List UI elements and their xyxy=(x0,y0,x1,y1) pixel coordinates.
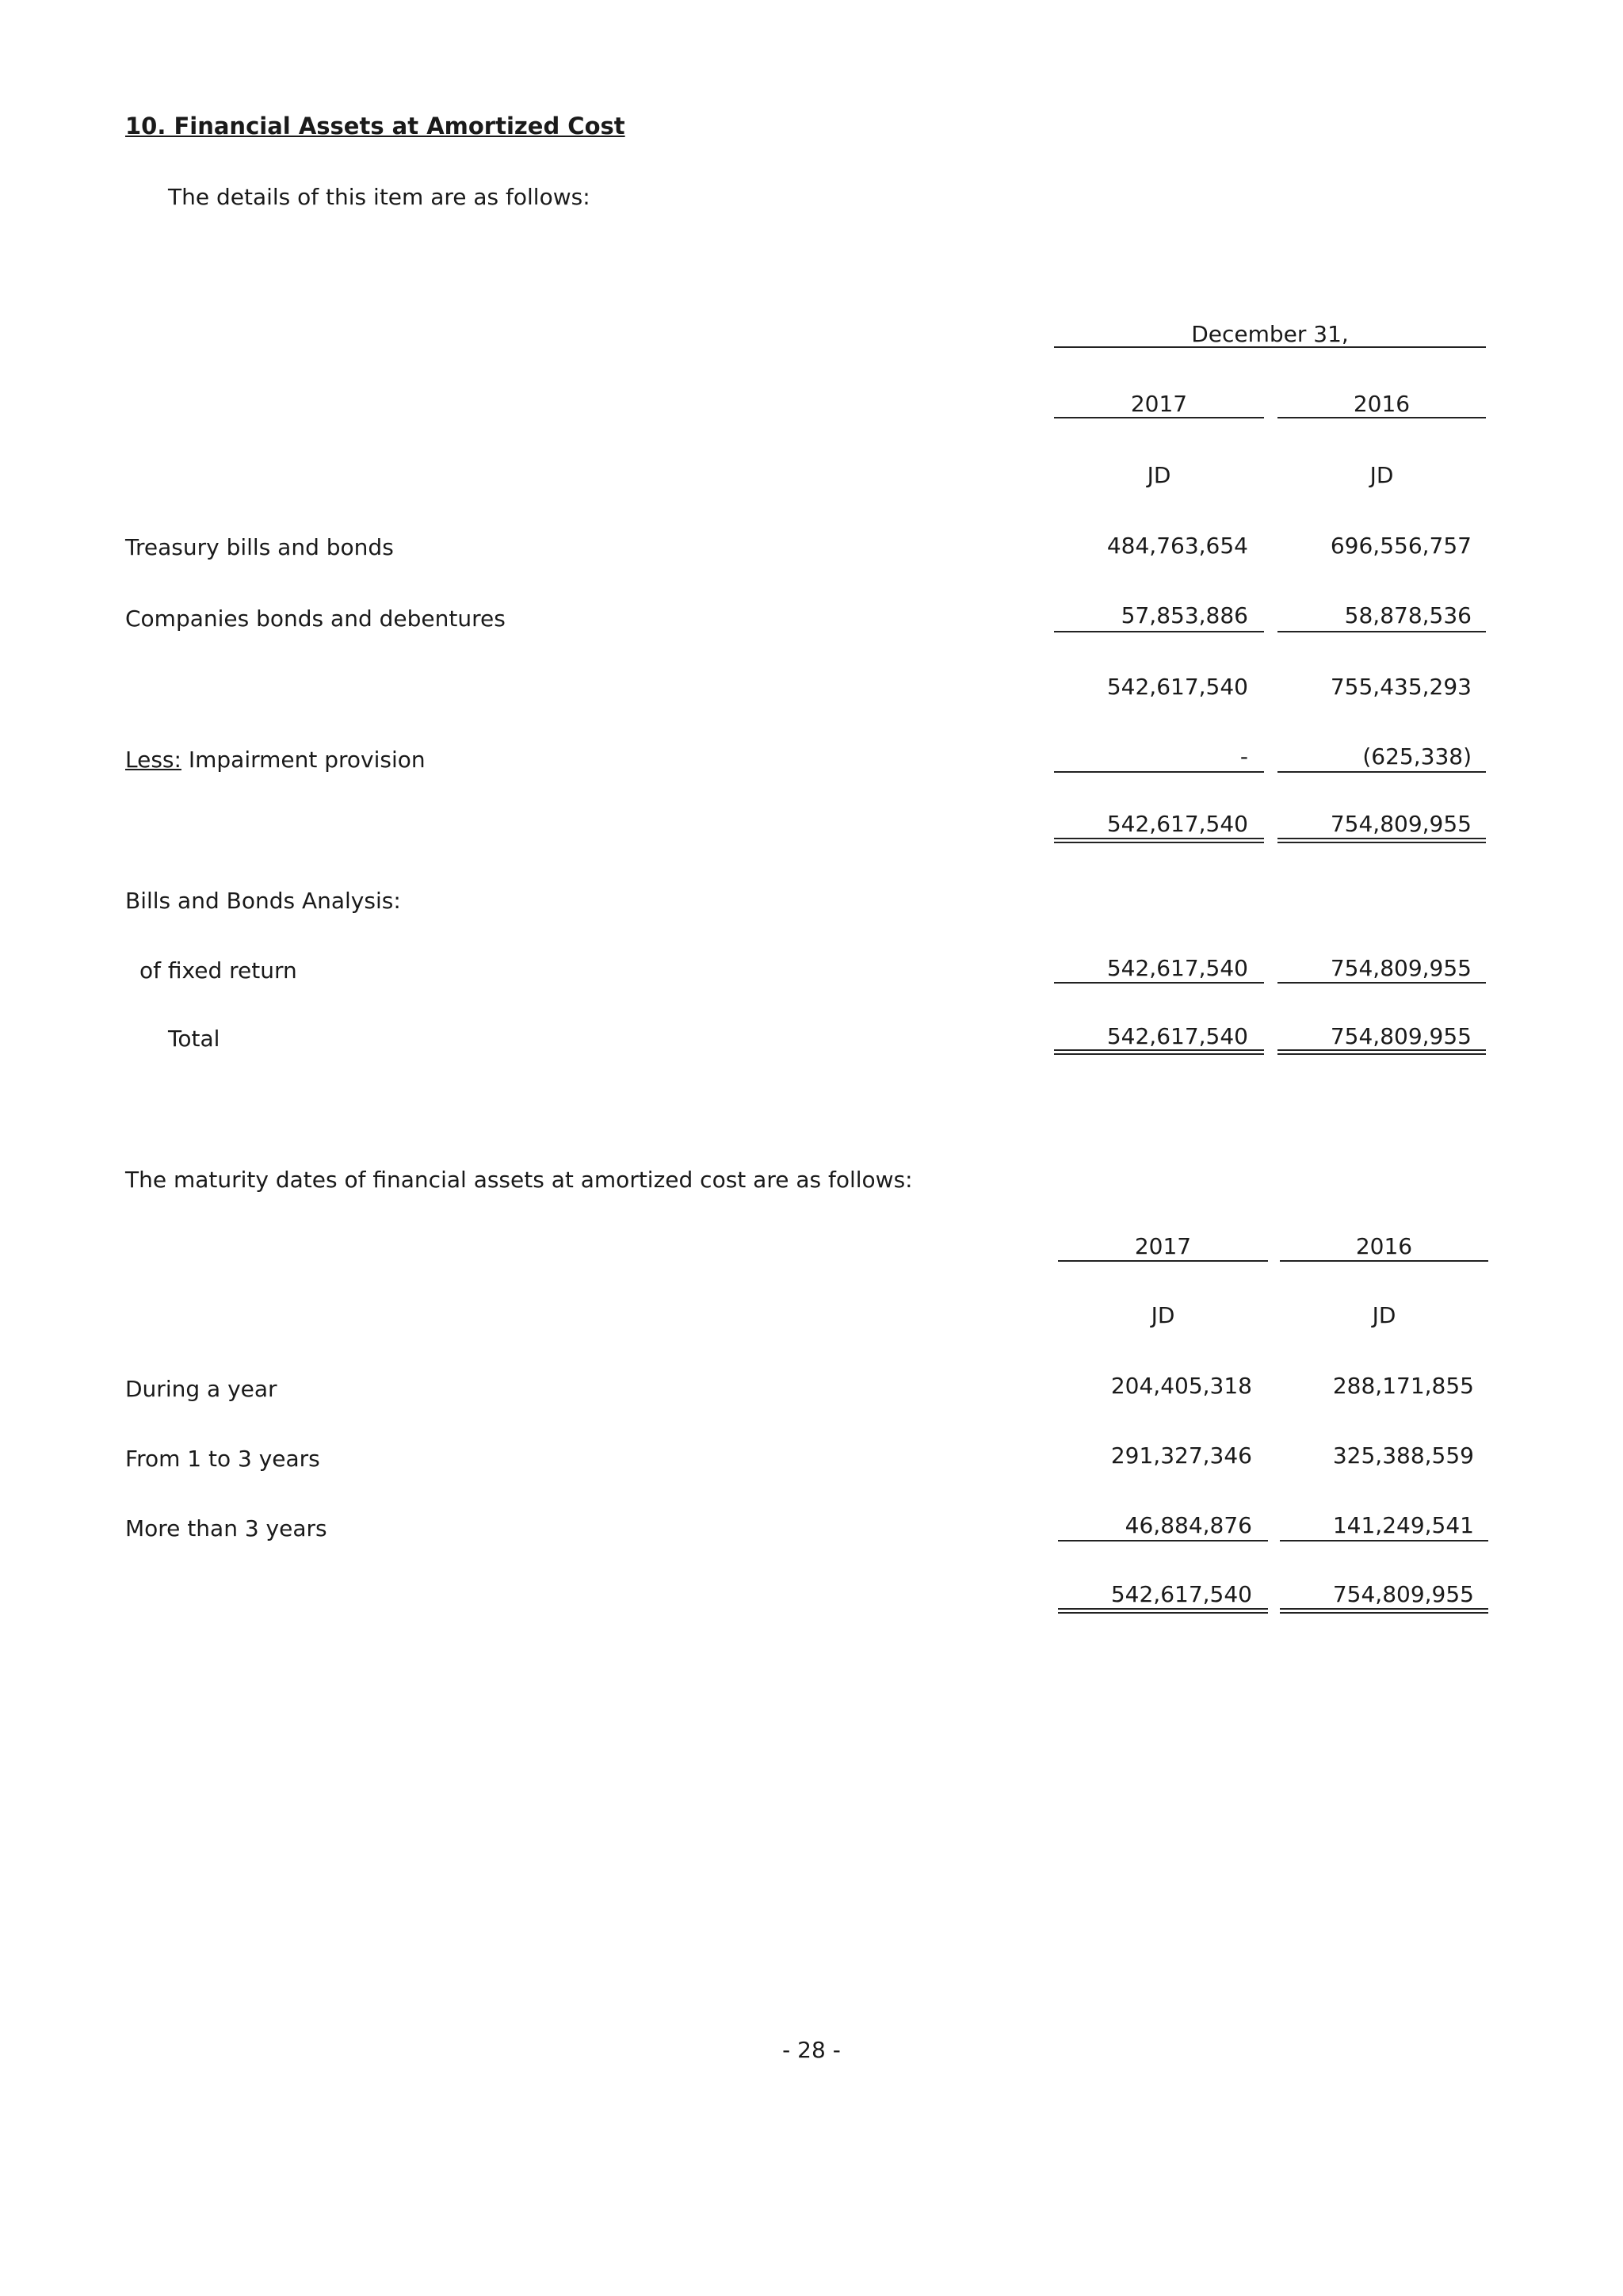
row-value-total-2016: 754,809,955 xyxy=(1330,1023,1472,1049)
maturity-total-double-rule-2016 xyxy=(1280,1608,1488,1614)
subtotal-value-2016: 755,435,293 xyxy=(1330,674,1472,700)
impairment-label: Impairment provision xyxy=(181,747,426,773)
period-header: December 31, xyxy=(1191,321,1349,347)
maturity-total-double-rule-2017 xyxy=(1058,1608,1268,1614)
analysis-heading: Bills and Bonds Analysis: xyxy=(125,888,401,914)
row-label-impairment xyxy=(125,747,426,773)
row-label-treasury: Treasury bills and bonds xyxy=(125,534,394,560)
row-label-total: Total xyxy=(168,1026,220,1052)
row-value-more-than-3-years-2016: 141,249,541 xyxy=(1332,1512,1474,1538)
net-total-double-rule-2016 xyxy=(1277,838,1486,843)
section-intro: The details of this item are as follows: xyxy=(168,184,590,210)
maturity-subtotal-rule-2016 xyxy=(1280,1540,1488,1541)
subtotal-rule-2016 xyxy=(1277,631,1486,632)
maturity-year-rule-2016 xyxy=(1280,1260,1488,1262)
maturity-year-2017: 2017 xyxy=(1134,1233,1192,1259)
currency-2016: JD xyxy=(1369,462,1394,488)
maturity-year-rule-2017 xyxy=(1058,1260,1268,1262)
maturity-total-value-2016: 754,809,955 xyxy=(1332,1581,1474,1607)
impairment-rule-2017 xyxy=(1054,771,1264,773)
maturity-currency-2017: JD xyxy=(1151,1302,1175,1328)
row-value-during-year-2016: 288,171,855 xyxy=(1332,1373,1474,1399)
row-value-fixed-return-2016: 754,809,955 xyxy=(1330,955,1472,981)
period-header-rule xyxy=(1054,346,1486,348)
row-value-treasury-2016: 696,556,757 xyxy=(1330,533,1472,559)
row-value-1-to-3-years-2016: 325,388,559 xyxy=(1332,1442,1474,1469)
year-rule-2016 xyxy=(1277,417,1486,418)
maturity-year-2016: 2016 xyxy=(1355,1233,1413,1259)
net-total-value-2017: 542,617,540 xyxy=(1106,811,1248,837)
impairment-rule-2016 xyxy=(1277,771,1486,773)
row-value-companies-bonds-2016: 58,878,536 xyxy=(1344,602,1472,628)
page-number: - 28 - xyxy=(782,2037,841,2063)
currency-2017: JD xyxy=(1147,462,1171,488)
year-header-2016: 2016 xyxy=(1353,391,1411,417)
row-label-1-to-3-years: From 1 to 3 years xyxy=(125,1446,320,1472)
year-header-2017: 2017 xyxy=(1130,391,1188,417)
row-value-1-to-3-years-2017: 291,327,346 xyxy=(1110,1442,1252,1469)
row-label-more-than-3-years: More than 3 years xyxy=(125,1515,327,1541)
row-value-total-2017: 542,617,540 xyxy=(1106,1023,1248,1049)
total-double-rule-2017 xyxy=(1054,1049,1264,1055)
row-value-impairment-2016: (625,338) xyxy=(1362,743,1472,770)
row-label-fixed-return: of fixed return xyxy=(139,957,297,984)
row-value-fixed-return-2017: 542,617,540 xyxy=(1106,955,1248,981)
row-value-treasury-2017: 484,763,654 xyxy=(1106,533,1248,559)
fixed-return-rule-2017 xyxy=(1054,982,1264,984)
net-total-double-rule-2017 xyxy=(1054,838,1264,843)
section-title: 10. Financial Assets at Amortized Cost xyxy=(125,113,625,139)
year-rule-2017 xyxy=(1054,417,1264,418)
maturity-total-value-2017: 542,617,540 xyxy=(1110,1581,1252,1607)
row-value-during-year-2017: 204,405,318 xyxy=(1110,1373,1252,1399)
row-label-companies-bonds: Companies bonds and debentures xyxy=(125,606,506,632)
subtotal-rule-2017 xyxy=(1054,631,1264,632)
row-value-more-than-3-years-2017: 46,884,876 xyxy=(1125,1512,1252,1538)
row-label-during-year: During a year xyxy=(125,1376,277,1402)
subtotal-value-2017: 542,617,540 xyxy=(1106,674,1248,700)
net-total-value-2016: 754,809,955 xyxy=(1330,811,1472,837)
less-prefix: Less: xyxy=(125,747,181,773)
row-value-impairment-2017: - xyxy=(1239,743,1248,770)
fixed-return-rule-2016 xyxy=(1277,982,1486,984)
maturity-currency-2016: JD xyxy=(1372,1302,1396,1328)
maturity-intro: The maturity dates of financial assets at amortized cost are as follows: xyxy=(125,1167,913,1193)
row-value-companies-bonds-2017: 57,853,886 xyxy=(1121,602,1248,628)
maturity-subtotal-rule-2017 xyxy=(1058,1540,1268,1541)
total-double-rule-2016 xyxy=(1277,1049,1486,1055)
